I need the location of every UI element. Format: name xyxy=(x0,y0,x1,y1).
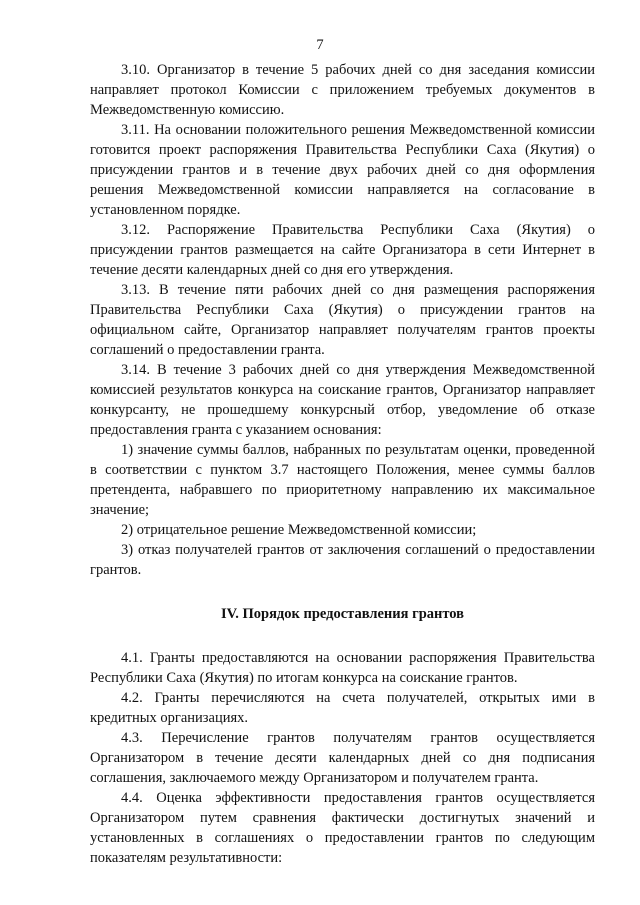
section-heading: IV. Порядок предоставления грантов xyxy=(220,606,465,622)
page-number: 7 xyxy=(316,37,324,53)
paragraph-3-12: 3.12. Распоряжение Правительства Республики Саха (Якутия) о присуждении грантов размещается на сайте Организатора в сети Интернет в течение десяти календарных дней со дня его утверждения. xyxy=(90,222,595,278)
paragraph-3-11: 3.11. На основании положительного решения Межведомственной комиссии готовится проект распоряжения Правительства Республики Саха (Якутия) о присуждении грантов и в течение двух рабочих дней со дня оформления решения Межведомственной комиссии направляется на согласование в установленном порядке. xyxy=(90,122,595,218)
paragraph-3-10: 3.10. Организатор в течение 5 рабочих дней со дня заседания комиссии направляет протокол Комиссии с приложением требуемых документов в Межведомственную комиссию. xyxy=(90,62,595,118)
list-item-1: 1) значение суммы баллов, набранных по результатам оценки, проведенной в соответствии с пунктом 3.7 настоящего Положения, менее суммы баллов претендента, набравшего по приоритетному направлению их максимальное значение; xyxy=(90,442,595,518)
paragraph-4-2: 4.2. Гранты перечисляются на счета получателей, открытых ими в кредитных организациях. xyxy=(90,690,595,726)
paragraph-4-3: 4.3. Перечисление грантов получателям грантов осуществляется Организатором в течение десяти календарных дней со дня подписания соглашения, заключаемого между Организатором и получателем гранта. xyxy=(90,730,595,786)
paragraph-3-14: 3.14. В течение 3 рабочих дней со дня утверждения Межведомственной комиссией результатов конкурса на соискание грантов, Организатор направляет конкурсанту, не прошедшему конкурсный отбор, уведомление об отказе предоставления гранта с указанием основания: xyxy=(90,362,595,438)
paragraph-4-4: 4.4. Оценка эффективности предоставления грантов осуществляется Организатором путем сравнения фактически достигнутых значений и установленных в соглашениях о предоставлении грантов по следующим показателям результативности: xyxy=(90,790,595,866)
paragraph-4-1: 4.1. Гранты предоставляются на основании распоряжения Правительства Республики Саха (Якутия) по итогам конкурса на соискание грантов. xyxy=(90,650,595,686)
list-item-2: 2) отрицательное решение Межведомственной комиссии; xyxy=(121,522,477,538)
paragraph-3-13: 3.13. В течение пяти рабочих дней со дня размещения распоряжения Правительства Республики Саха (Якутия) о присуждении грантов на официальном сайте, Организатор направляет получателям грантов проекты соглашений о предоставлении гранта. xyxy=(90,282,595,358)
list-item-3: 3) отказ получателей грантов от заключения соглашений о предоставлении грантов. xyxy=(90,542,595,578)
document-body xyxy=(90,60,595,868)
